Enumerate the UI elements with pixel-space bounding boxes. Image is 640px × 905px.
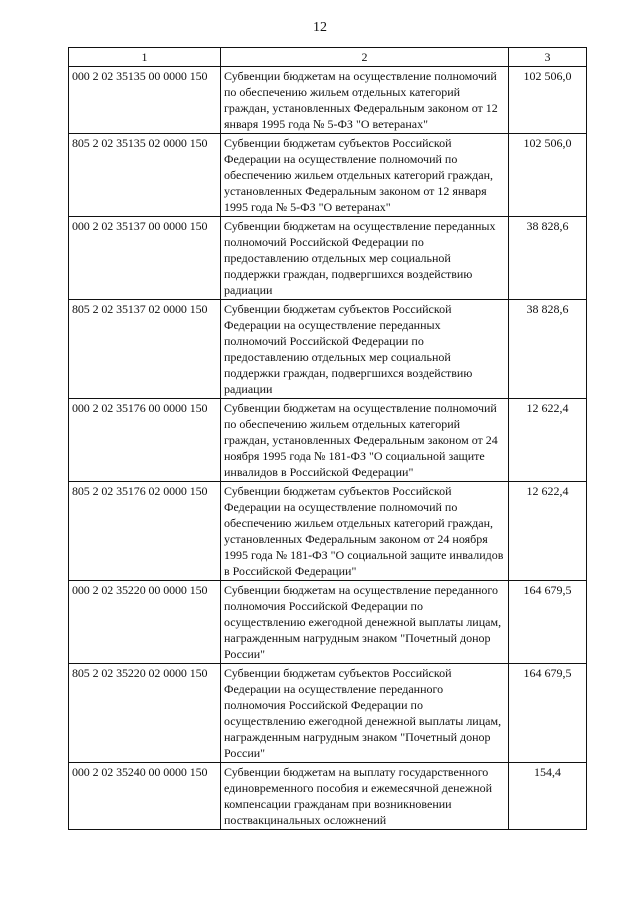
item-description: Субвенции бюджетам на осуществление полномочий по обеспечению жильем отдельных категорий граждан, установленных Федеральным законом от 24 ноября 1995 года № 181-ФЗ "О социальной защите инвалидов в Российской Федерации" xyxy=(221,399,509,482)
item-description: Субвенции бюджетам субъектов Российской Федерации на осуществление полномочий по обеспечению жильем отдельных категорий граждан, установленных Федеральным законом от 24 ноября 1995 года № 181-ФЗ "О социальной защите инвалидов в Российской Федерации" xyxy=(221,482,509,581)
item-description: Субвенции бюджетам субъектов Российской Федерации на осуществление переданных полномочий Российской Федерации по предоставлению отдельных мер социальной поддержки граждан, подвергшихся воздействию радиации xyxy=(221,300,509,399)
budget-code: 000 2 02 35135 00 0000 150 xyxy=(69,67,221,134)
budget-code: 805 2 02 35176 02 0000 150 xyxy=(69,482,221,581)
item-description: Субвенции бюджетам на осуществление полномочий по обеспечению жильем отдельных категорий граждан, установленных Федеральным законом от 12 января 1995 года № 5-ФЗ "О ветеранах" xyxy=(221,67,509,134)
item-amount: 154,4 xyxy=(509,763,587,830)
item-amount: 102 506,0 xyxy=(509,134,587,217)
budget-code: 805 2 02 35220 02 0000 150 xyxy=(69,664,221,763)
table-row xyxy=(69,763,587,830)
item-description: Субвенции бюджетам на осуществление переданных полномочий Российской Федерации по предоставлению отдельных мер социальной поддержки граждан, подвергшихся воздействию радиации xyxy=(221,217,509,300)
budget-code: 805 2 02 35135 02 0000 150 xyxy=(69,134,221,217)
item-amount: 38 828,6 xyxy=(509,217,587,300)
table-header-row xyxy=(69,48,587,67)
table-row xyxy=(69,217,587,300)
budget-code: 000 2 02 35176 00 0000 150 xyxy=(69,399,221,482)
table-row xyxy=(69,300,587,399)
item-amount: 164 679,5 xyxy=(509,581,587,664)
item-amount: 12 622,4 xyxy=(509,482,587,581)
table-row xyxy=(69,134,587,217)
table-row xyxy=(69,482,587,581)
column-header-amount: 3 xyxy=(509,48,587,67)
item-amount: 164 679,5 xyxy=(509,664,587,763)
budget-code: 000 2 02 35137 00 0000 150 xyxy=(69,217,221,300)
table-row xyxy=(69,664,587,763)
item-description: Субвенции бюджетам на осуществление переданного полномочия Российской Федерации по осуществлению ежегодной денежной выплаты лицам, награжденным нагрудным знаком "Почетный донор России" xyxy=(221,581,509,664)
item-description: Субвенции бюджетам субъектов Российской Федерации на осуществление полномочий по обеспечению жильем отдельных категорий граждан, установленных Федеральным законом от 12 января 1995 года № 5-ФЗ "О ветеранах" xyxy=(221,134,509,217)
table-row xyxy=(69,67,587,134)
budget-code: 000 2 02 35240 00 0000 150 xyxy=(69,763,221,830)
item-description: Субвенции бюджетам на выплату государственного единовременного пособия и ежемесячной денежной компенсации гражданам при возникновении поствакцинальных осложнений xyxy=(221,763,509,830)
item-amount: 102 506,0 xyxy=(509,67,587,134)
column-header-name: 2 xyxy=(221,48,509,67)
budget-table xyxy=(68,47,587,830)
column-header-code: 1 xyxy=(69,48,221,67)
page-number: 12 xyxy=(313,20,327,35)
table-row xyxy=(69,581,587,664)
budget-code: 000 2 02 35220 00 0000 150 xyxy=(69,581,221,664)
budget-code: 805 2 02 35137 02 0000 150 xyxy=(69,300,221,399)
item-amount: 38 828,6 xyxy=(509,300,587,399)
table-row xyxy=(69,399,587,482)
item-description: Субвенции бюджетам субъектов Российской Федерации на осуществление переданного полномочия Российской Федерации по осуществлению ежегодной денежной выплаты лицам, награжденным нагрудным знаком "Почетный донор России" xyxy=(221,664,509,763)
item-amount: 12 622,4 xyxy=(509,399,587,482)
